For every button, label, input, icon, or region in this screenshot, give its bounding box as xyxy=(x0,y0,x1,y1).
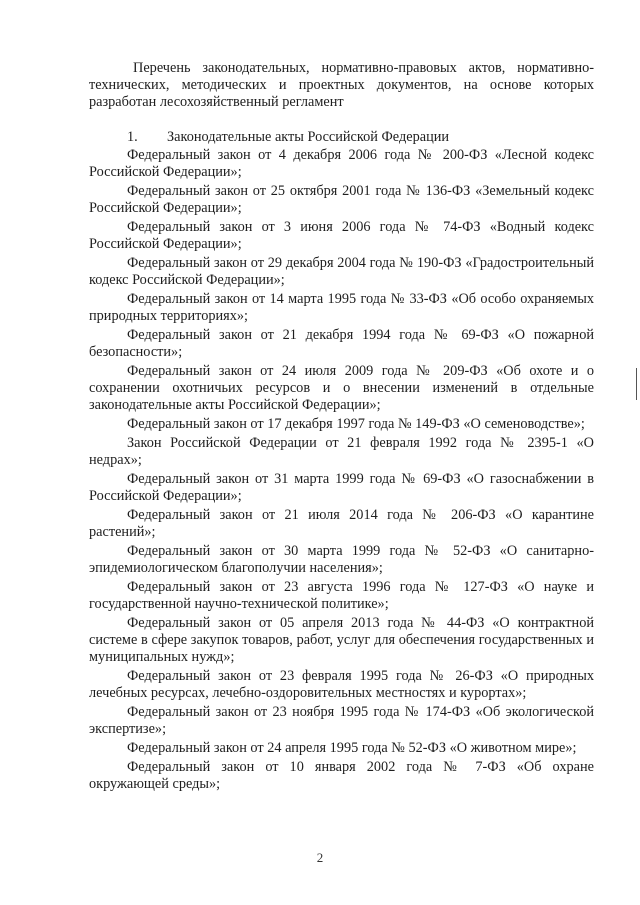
law-item: Федеральный закон от 4 декабря 2006 года № 200-ФЗ «Лесной кодекс Российской Федерации»; xyxy=(89,146,594,181)
law-item: Федеральный закон от 24 июля 2009 года № 209-ФЗ «Об охоте и о сохранении охотничьих ресурсов и о внесении изменений в отдельные законодательные акты Российской Федерации»; xyxy=(89,362,594,414)
law-item: Федеральный закон от 23 февраля 1995 года № 26-ФЗ «О природных лечебных ресурсах, лечебно-оздоровительных местностях и курортах»; xyxy=(89,668,594,702)
section-title: Законодательные акты Российской Федерации xyxy=(167,128,450,145)
law-item: Федеральный закон от 17 декабря 1997 года № 149-ФЗ «О семеноводстве»; xyxy=(127,416,585,433)
law-item: Закон Российской Федерации от 21 февраля 1992 года № 2395-1 «О недрах»; xyxy=(89,434,594,469)
law-item: Федеральный закон от 3 июня 2006 года № 74-ФЗ «Водный кодекс Российской Федерации»; xyxy=(89,218,594,253)
law-item: Федеральный закон от 29 декабря 2004 года № 190-ФЗ «Градостроительный кодекс Российской Федерации»; xyxy=(89,254,594,289)
scan-edge-mark xyxy=(636,368,637,400)
page-number: 2 xyxy=(316,850,324,865)
law-item: Федеральный закон от 23 августа 1996 года № 127-ФЗ «О науке и государственной научно-технической политике»; xyxy=(89,578,594,613)
document-body xyxy=(89,60,594,795)
section-heading xyxy=(89,129,594,146)
law-item: Федеральный закон от 25 октября 2001 года № 136-ФЗ «Земельный кодекс Российской Федерации»; xyxy=(89,182,594,217)
section-number: 1. xyxy=(127,128,138,145)
law-item: Федеральный закон от 10 января 2002 года № 7-ФЗ «Об охране окружающей среды»; xyxy=(89,758,594,793)
intro-paragraph: Перечень законодательных, нормативно-правовых актов, нормативно-технических, методических и проектных документов, на основе которых разработан лесохозяйственный регламент xyxy=(89,60,594,111)
law-item: Федеральный закон от 21 декабря 1994 года № 69-ФЗ «О пожарной безопасности»; xyxy=(89,326,594,361)
law-item: Федеральный закон от 30 марта 1999 года № 52-ФЗ «О санитарно-эпидемиологическом благополучии населения»; xyxy=(89,542,594,577)
law-item: Федеральный закон от 21 июля 2014 года № 206-ФЗ «О карантине растений»; xyxy=(89,506,594,541)
law-item: Федеральный закон от 31 марта 1999 года № 69-ФЗ «О газоснабжении в Российской Федерации»; xyxy=(89,470,594,505)
law-item: Федеральный закон от 23 ноября 1995 года № 174-ФЗ «Об экологической экспертизе»; xyxy=(89,704,594,738)
law-item: Федеральный закон от 14 марта 1995 года № 33-ФЗ «Об особо охраняемых природных территориях»; xyxy=(89,290,594,325)
law-item: Федеральный закон от 05 апреля 2013 года № 44-ФЗ «О контрактной системе в сфере закупок товаров, работ, услуг для обеспечения государственных и муниципальных нужд»; xyxy=(89,614,594,666)
law-item: Федеральный закон от 24 апреля 1995 года № 52-ФЗ «О животном мире»; xyxy=(127,740,577,757)
